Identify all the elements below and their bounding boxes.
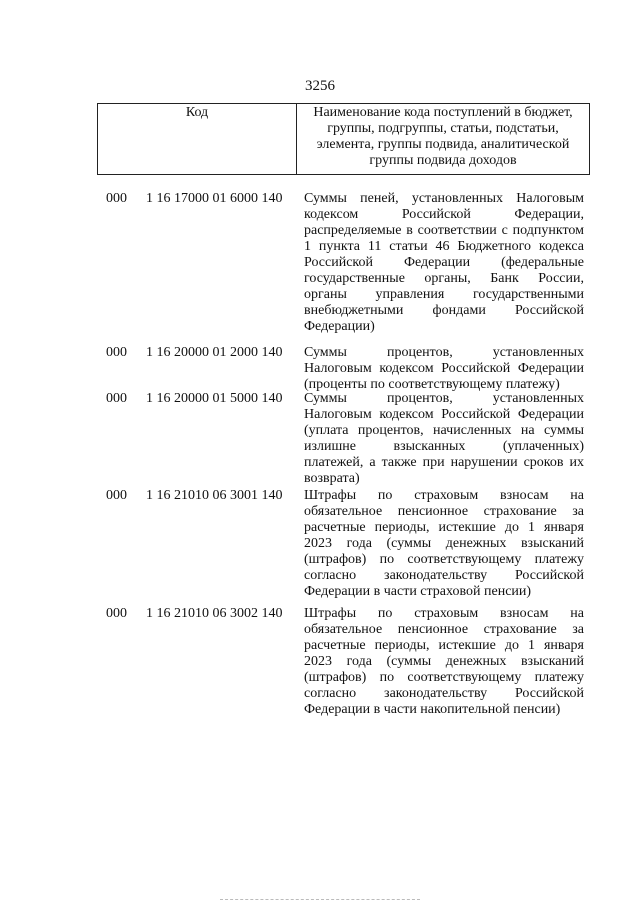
revenue-code: 1 16 21010 06 3002 140 [146,606,283,621]
revenue-code: 1 16 20000 01 2000 140 [146,345,283,360]
table-row [106,345,584,393]
description-line: (проценты по соответствующему платежу) [304,377,560,392]
description-line: расчетные периоды, истекшие до 1 января [304,638,584,653]
description-line: согласно законодательству Российской [304,568,584,583]
description-line: органы управления государственными [304,287,584,302]
description-line: возврата) [304,471,360,486]
description-line: (уплата процентов, начисленных на суммы [304,423,584,438]
description-line: излишне взысканных (уплаченных) [304,439,584,454]
admin-code: 000 [106,345,127,360]
revenue-description [304,391,584,487]
table-row [106,606,584,718]
revenue-description [304,345,584,393]
description-line: платежей, а также при нарушении сроков их [304,455,584,470]
description-line: кодексом Российской Федерации, [304,207,584,222]
description-line: согласно законодательству Российской [304,686,584,701]
header-code-cell: Код [98,104,297,175]
table-row [106,391,584,487]
description-line: Российской Федерации (федеральные [304,255,584,270]
revenue-description [304,606,584,718]
description-line: 2023 года (суммы денежных взысканий [304,654,584,669]
admin-code: 000 [106,606,127,621]
description-line: 1 пункта 11 статьи 46 Бюджетного кодекса [304,239,584,254]
description-line: Суммы процентов, установленных [304,345,584,360]
footer-divider [220,899,420,901]
description-line: государственные органы, Банк России, [304,271,584,286]
description-line: Штрафы по страховым взносам на [304,606,584,621]
description-line: обязательное пенсионное страхование за [304,622,584,637]
revenue-code: 1 16 17000 01 6000 140 [146,191,283,206]
revenue-description [304,488,584,600]
admin-code: 000 [106,391,127,406]
revenue-code: 1 16 20000 01 5000 140 [146,391,283,406]
description-line: Штрафы по страховым взносам на [304,488,584,503]
table-header [97,103,590,175]
description-line: 2023 года (суммы денежных взысканий [304,536,584,551]
description-line: обязательное пенсионное страхование за [304,504,584,519]
description-line: Налоговым кодексом Российской Федерации [304,361,584,376]
description-line: (штрафов) по соответствующему платежу [304,670,584,685]
admin-code: 000 [106,191,127,206]
description-line: расчетные периоды, истекшие до 1 января [304,520,584,535]
description-line: распределяемые в соответствии с подпунктом [304,223,584,238]
header-name-cell: Наименование кода поступлений в бюджет, группы, подгруппы, статьи, подстатьи, элемента, группы подвида, аналитической группы подвида доходов [297,104,590,175]
description-line: внебюджетными фондами Российской [304,303,584,318]
description-line: Суммы процентов, установленных [304,391,584,406]
page-number: 3256 [305,78,335,94]
description-line: Суммы пеней, установленных Налоговым [304,191,584,206]
description-line: Федерации в части накопительной пенсии) [304,702,561,717]
revenue-code: 1 16 21010 06 3001 140 [146,488,283,503]
table-row [106,191,584,335]
description-line: Федерации в части страховой пенсии) [304,584,532,599]
description-line: Федерации) [304,319,375,334]
revenue-description [304,191,584,335]
table-row [106,488,584,600]
description-line: Налоговым кодексом Российской Федерации [304,407,584,422]
admin-code: 000 [106,488,127,503]
description-line: (штрафов) по соответствующему платежу [304,552,584,567]
